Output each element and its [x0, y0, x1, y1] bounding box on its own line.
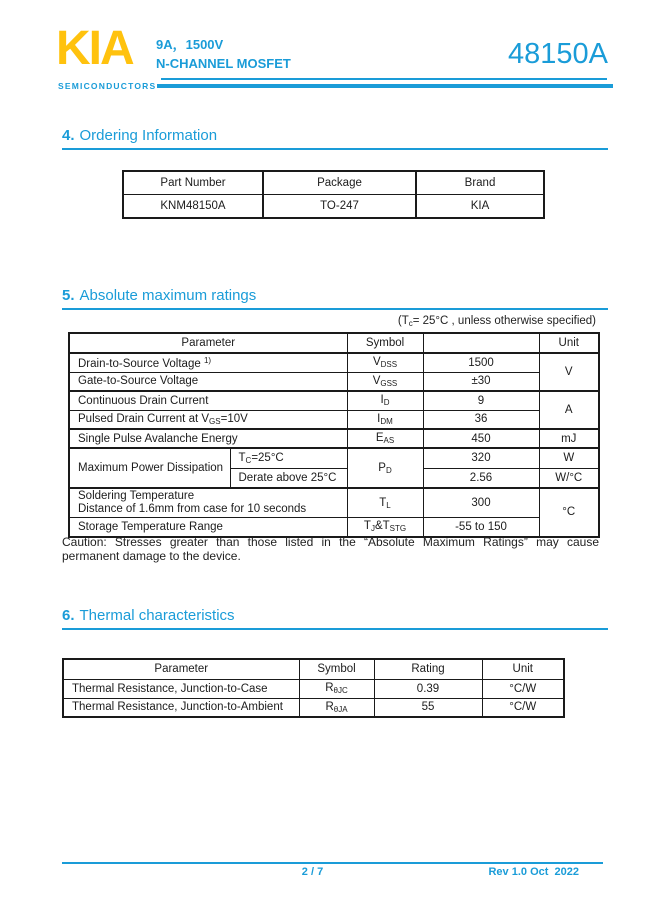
section-title: Thermal characteristics	[79, 607, 235, 624]
parameter-line-1: Soldering Temperature	[78, 490, 195, 502]
cell-symbol: $V_{GSS}$	[347, 372, 423, 391]
header-rule-thick	[157, 84, 613, 88]
table-row-eas	[69, 429, 599, 448]
page-number: 2 / 7	[301, 866, 324, 878]
cell-rating: 450	[423, 429, 539, 448]
abs-max-header-row	[69, 333, 599, 353]
cell-rating: -55 to 150	[423, 518, 539, 537]
cell-unit: mJ	[539, 429, 599, 448]
cell-rating: 0.39	[374, 679, 482, 698]
cell-brand: KIA	[416, 195, 544, 219]
cell-parameter: Storage Temperature Range	[69, 518, 347, 537]
section-heading-abs-max	[62, 287, 608, 310]
abs-max-table	[68, 332, 600, 538]
column-header-parameter: Parameter	[69, 333, 347, 353]
table-row-tstg	[69, 518, 599, 537]
cell-symbol: $V_{DSS}$	[347, 353, 423, 372]
table-row-vgss	[69, 372, 599, 391]
cell-symbol: $P_D$	[347, 448, 423, 488]
column-header-unit: Unit	[539, 333, 599, 353]
header-rule-thin	[161, 78, 607, 80]
cell-condition: $T_C=25^\circ C$	[230, 448, 347, 468]
conditions-note: ($T_c= 25^\circ C$ , unless otherwise specified)	[397, 315, 596, 328]
cell-symbol: $I_D$	[347, 391, 423, 410]
cell-unit: A	[539, 391, 599, 429]
section-number: 6.	[62, 607, 75, 624]
table-row-tl	[69, 488, 599, 518]
section-number: 5.	[62, 287, 75, 304]
cell-symbol: $T_J\&T_{STG}$	[347, 518, 423, 537]
column-header-parameter: Parameter	[63, 659, 299, 679]
caution-text: Caution: Stresses greater than those listed in the “Absolute Maximum Ratings” may cause permanent damage to the device.	[62, 535, 599, 563]
ordering-header-row	[123, 171, 544, 195]
column-header-package: Package	[263, 171, 416, 195]
cell-parameter: Drain-to-Source Voltage $^{1)}$	[69, 353, 347, 372]
revision-label: Rev 1.0 Oct 2022	[488, 866, 579, 878]
cell-symbol: $R_{\theta JC}$	[299, 679, 374, 698]
table-row-vdss	[69, 353, 599, 372]
device-type-line: N-CHANNEL MOSFET	[156, 56, 291, 71]
cell-unit: °C/W	[482, 679, 564, 698]
column-header-brand: Brand	[416, 171, 544, 195]
table-row-idm	[69, 410, 599, 429]
cell-symbol: $R_{\theta JA}$	[299, 698, 374, 717]
table-row-rthjc	[63, 679, 564, 698]
cell-parameter: Single Pulse Avalanche Energy	[69, 429, 347, 448]
section-title: Absolute maximum ratings	[79, 287, 257, 304]
column-header-symbol: Symbol	[347, 333, 423, 353]
table-row-pd-1	[69, 448, 599, 468]
table-row	[123, 195, 544, 219]
cell-rating: 55	[374, 698, 482, 717]
column-header-rating: Rating	[374, 659, 482, 679]
cell-unit: °C/W	[482, 698, 564, 717]
cell-unit: °C	[539, 488, 599, 537]
part-number-title: 48150A	[508, 38, 608, 70]
cell-parameter: Gate-to-Source Voltage	[69, 372, 347, 391]
cell-rating: 36	[423, 410, 539, 429]
ordering-table	[122, 170, 545, 219]
cell-rating: 9	[423, 391, 539, 410]
cell-parameter: Continuous Drain Current	[69, 391, 347, 410]
cell-unit: V	[539, 353, 599, 391]
cell-parameter: Thermal Resistance, Junction-to-Ambient	[63, 698, 299, 717]
cell-condition: Derate above 25°C	[230, 468, 347, 488]
cell-symbol: $T_L$	[347, 488, 423, 518]
cell-rating: 1500	[423, 353, 539, 372]
column-header-part-number: Part Number	[123, 171, 263, 195]
cell-rating: 2.56	[423, 468, 539, 488]
cell-rating: 320	[423, 448, 539, 468]
table-row-rthja	[63, 698, 564, 717]
cell-rating: ±30	[423, 372, 539, 391]
column-header-rating	[423, 333, 539, 353]
device-rating-line: 9A，1500V	[156, 37, 224, 52]
cell-part-number: KNM48150A	[123, 195, 263, 219]
section-heading-thermal	[62, 607, 608, 630]
parameter-line-2: Distance of 1.6mm from case for 10 seconds	[78, 503, 307, 515]
cell-symbol: $E_{AS}$	[347, 429, 423, 448]
cell-parameter: Maximum Power Dissipation	[69, 448, 230, 488]
device-subtitle	[156, 35, 291, 73]
cell-parameter: Thermal Resistance, Junction-to-Case	[63, 679, 299, 698]
cell-symbol: $I_{DM}$	[347, 410, 423, 429]
cell-unit: W/°C	[539, 468, 599, 488]
cell-rating: 300	[423, 488, 539, 518]
thermal-table	[62, 658, 565, 718]
cell-package: TO-247	[263, 195, 416, 219]
table-row-id	[69, 391, 599, 410]
section-number: 4.	[62, 127, 75, 144]
footer-rule	[62, 862, 603, 864]
logo-subtext: SEMICONDUCTORS	[58, 81, 157, 91]
cell-parameter: Pulsed Drain Current at $V_{GS}=10V$	[69, 410, 347, 429]
section-title: Ordering Information	[79, 127, 218, 144]
column-header-unit: Unit	[482, 659, 564, 679]
cell-unit: W	[539, 448, 599, 468]
section-heading-ordering	[62, 127, 608, 150]
column-header-symbol: Symbol	[299, 659, 374, 679]
kia-logo: KIA	[56, 22, 133, 75]
thermal-header-row	[63, 659, 564, 679]
cell-parameter	[69, 488, 347, 518]
